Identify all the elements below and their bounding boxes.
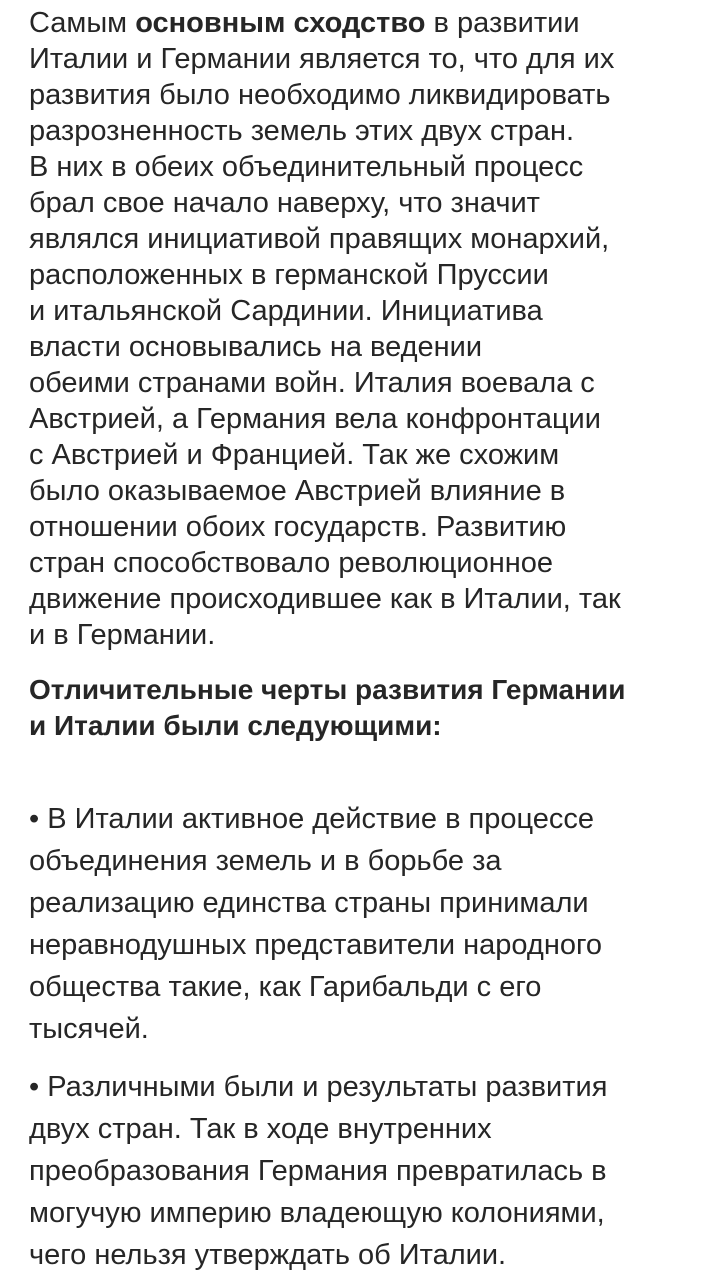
similarities-paragraph (29, 5, 621, 653)
bullet-line: • В Италии активное действие в процессе (29, 803, 595, 835)
paragraph-line: власти основывались на ведении (29, 331, 483, 363)
paragraph-line: было оказываемое Австрией влияние в (29, 475, 566, 507)
paragraph-line: отношении обоих государств. Развитию (29, 511, 567, 543)
bullet-line: чего нельзя утверждать об Италии. (29, 1239, 507, 1271)
heading-line: Отличительные черты развития Германии (29, 674, 626, 705)
paragraph-line: с Австрией и Францией. Так же схожим (29, 439, 560, 471)
paragraph-line: брал свое начало наверху, что значит (29, 187, 540, 219)
bullet-line: общества такие, как Гарибальди с его (29, 971, 542, 1003)
bullet-item-results (29, 1066, 607, 1276)
bullet-line: преобразования Германия превратилась в (29, 1155, 607, 1187)
paragraph-line: В них в обеих объединительный процесс (29, 151, 584, 183)
bullet-line: объединения земель и в борьбе за (29, 845, 502, 877)
paragraph-line: Италии и Германии является то, что для их (29, 43, 615, 75)
bullet-line: тысячей. (29, 1013, 149, 1045)
bullet-line: могучую империю владеющую колониями, (29, 1197, 605, 1229)
paragraph-line: развития было необходимо ликвидировать (29, 79, 611, 111)
bullet-line: двух стран. Так в ходе внутренних (29, 1113, 492, 1145)
paragraph-line: расположенных в германской Пруссии (29, 259, 549, 291)
bullet-item-garibaldi (29, 798, 602, 1050)
text-run: Самым (29, 7, 136, 39)
text-run: в развитии (425, 7, 580, 39)
bullet-line: • Различными были и результаты развития (29, 1071, 608, 1103)
paragraph-line: движение происходившее как в Италии, так (29, 583, 621, 615)
paragraph-line: и итальянской Сардинии. Инициатива (29, 295, 543, 327)
paragraph-line: обеими странами войн. Италия воевала с (29, 367, 595, 399)
bullet-line: реализацию единства страны принимали (29, 887, 589, 919)
bullet-line: неравнодушных представители народного (29, 929, 603, 961)
paragraph-line (29, 5, 621, 41)
paragraph-line: стран способствовало революционное (29, 547, 554, 579)
bold-phrase: основным сходство (135, 7, 426, 39)
paragraph-line: разрозненность земель этих двух стран. (29, 115, 575, 147)
paragraph-line: Австрией, а Германия вела конфронтации (29, 403, 601, 435)
heading-line: и Италии были следующими: (29, 710, 442, 741)
differences-heading (29, 672, 625, 744)
paragraph-line: и в Германии. (29, 619, 216, 651)
paragraph-line: являлся инициативой правящих монархий, (29, 223, 610, 255)
